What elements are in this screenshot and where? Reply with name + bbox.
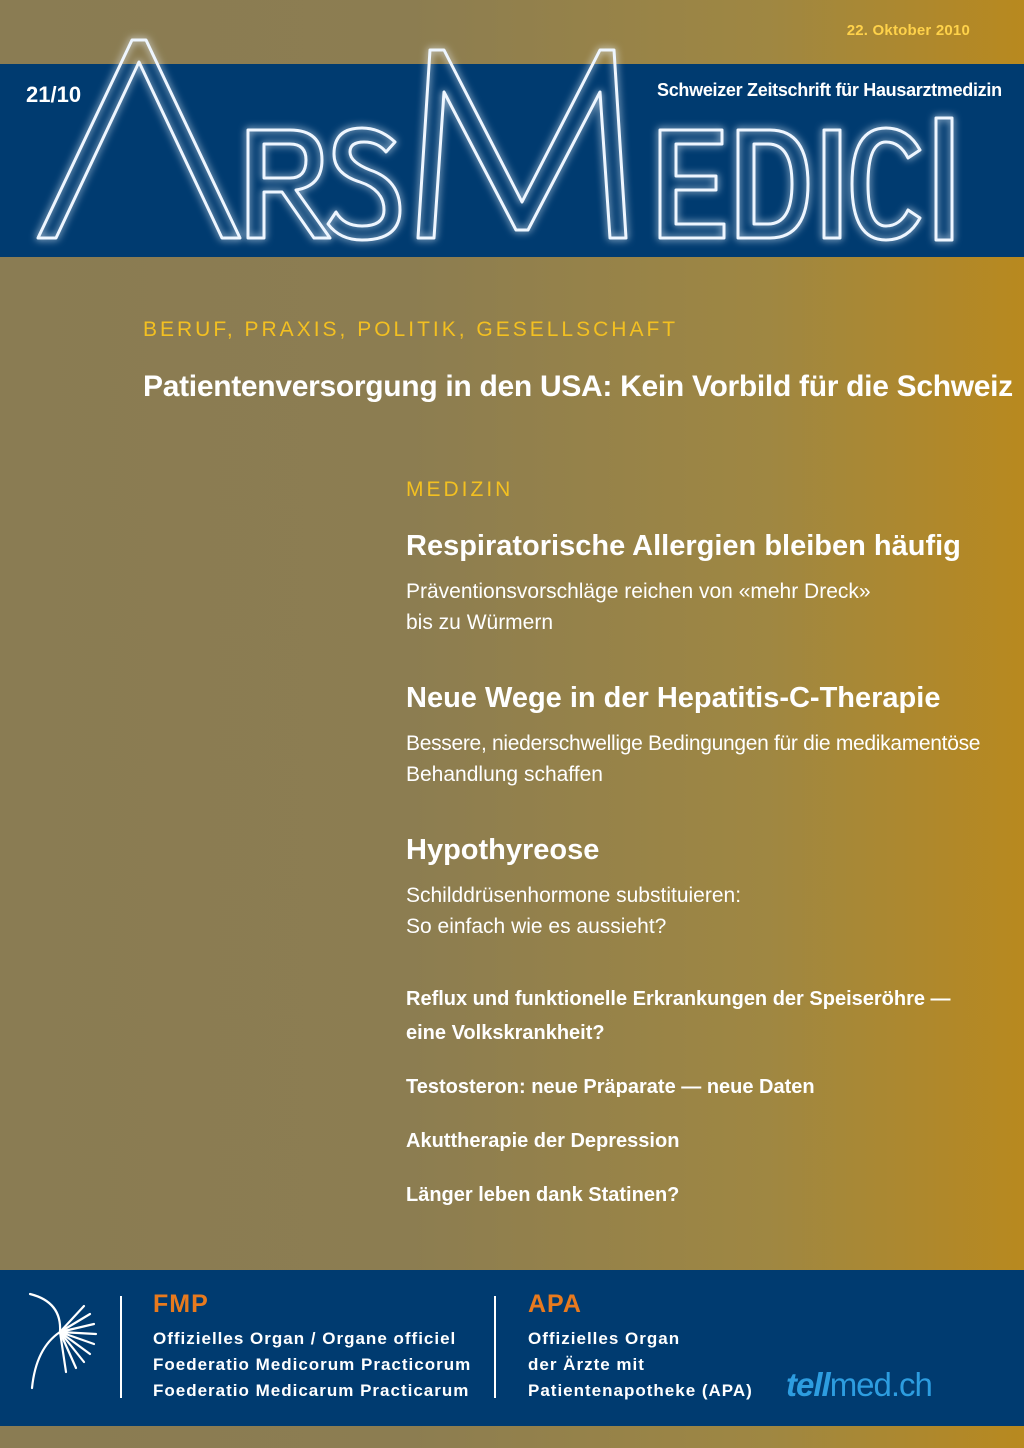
tellmed-logo-rest: med.ch <box>829 1366 932 1403</box>
article-title-hepatitis: Neue Wege in der Hepatitis-C-Therapie <box>406 682 941 714</box>
fmp-line-1: Offizielles Organ / Organe officiel <box>153 1329 457 1348</box>
article-lead-hepatitis-1: Bessere, niederschwellige Bedingungen für die medikamentöse <box>406 732 981 755</box>
tellmed-logo-bold: tell <box>786 1366 830 1403</box>
short-item-statinen: Länger leben dank Statinen? <box>406 1184 680 1206</box>
apa-line-1: Offizielles Organ <box>528 1329 681 1348</box>
apa-line-3: Patientenapotheke (APA) <box>528 1381 753 1400</box>
apa-line-2: der Ärzte mit <box>528 1355 645 1374</box>
short-item-depression: Akuttherapie der Depression <box>406 1130 680 1152</box>
issue-number: 21/10 <box>26 82 82 107</box>
fmp-line-3: Foederatio Medicarum Practicarum <box>153 1381 470 1400</box>
fmp-emblem-icon <box>22 1288 98 1400</box>
journal-subtitle: Schweizer Zeitschrift für Hausarztmedizin <box>657 80 1002 100</box>
fmp-title: FMP <box>153 1290 209 1318</box>
article-lead-allergies-2: bis zu Würmern <box>406 611 554 634</box>
footer-divider-left <box>120 1296 122 1398</box>
footer-divider-middle <box>494 1296 496 1398</box>
short-item-reflux-2: eine Volkskrankheit? <box>406 1022 605 1044</box>
section-label-medicine: MEDIZIN <box>406 478 514 501</box>
fmp-line-2: Foederatio Medicorum Practicorum <box>153 1355 472 1374</box>
short-item-reflux-1: Reflux und funktionelle Erkrankungen der Speiseröhre — <box>406 988 951 1010</box>
article-title-hypothyreose: Hypothyreose <box>406 834 600 866</box>
article-lead-hypothyreose-2: So einfach wie es aussieht? <box>406 915 667 938</box>
article-lead-hypothyreose-1: Schilddrüsenhormone substituieren: <box>406 884 742 907</box>
tellmed-logo <box>786 1366 932 1404</box>
article-lead-hepatitis-2: Behandlung schaffen <box>406 763 603 786</box>
article-title-allergies: Respiratorische Allergien bleiben häufig <box>406 530 961 562</box>
article-lead-allergies-1: Präventionsvorschläge reichen von «mehr Dreck» <box>406 580 871 603</box>
short-item-testosteron: Testosteron: neue Präparate — neue Daten <box>406 1076 815 1098</box>
apa-title: APA <box>528 1290 582 1318</box>
politics-headline: Patientenversorgung in den USA: Kein Vorbild für die Schweiz <box>143 370 1013 403</box>
issue-date: 22. Oktober 2010 <box>846 22 970 39</box>
section-label-politics: BERUF, PRAXIS, POLITIK, GESELLSCHAFT <box>143 318 679 341</box>
ars-medici-logo <box>0 0 1024 270</box>
